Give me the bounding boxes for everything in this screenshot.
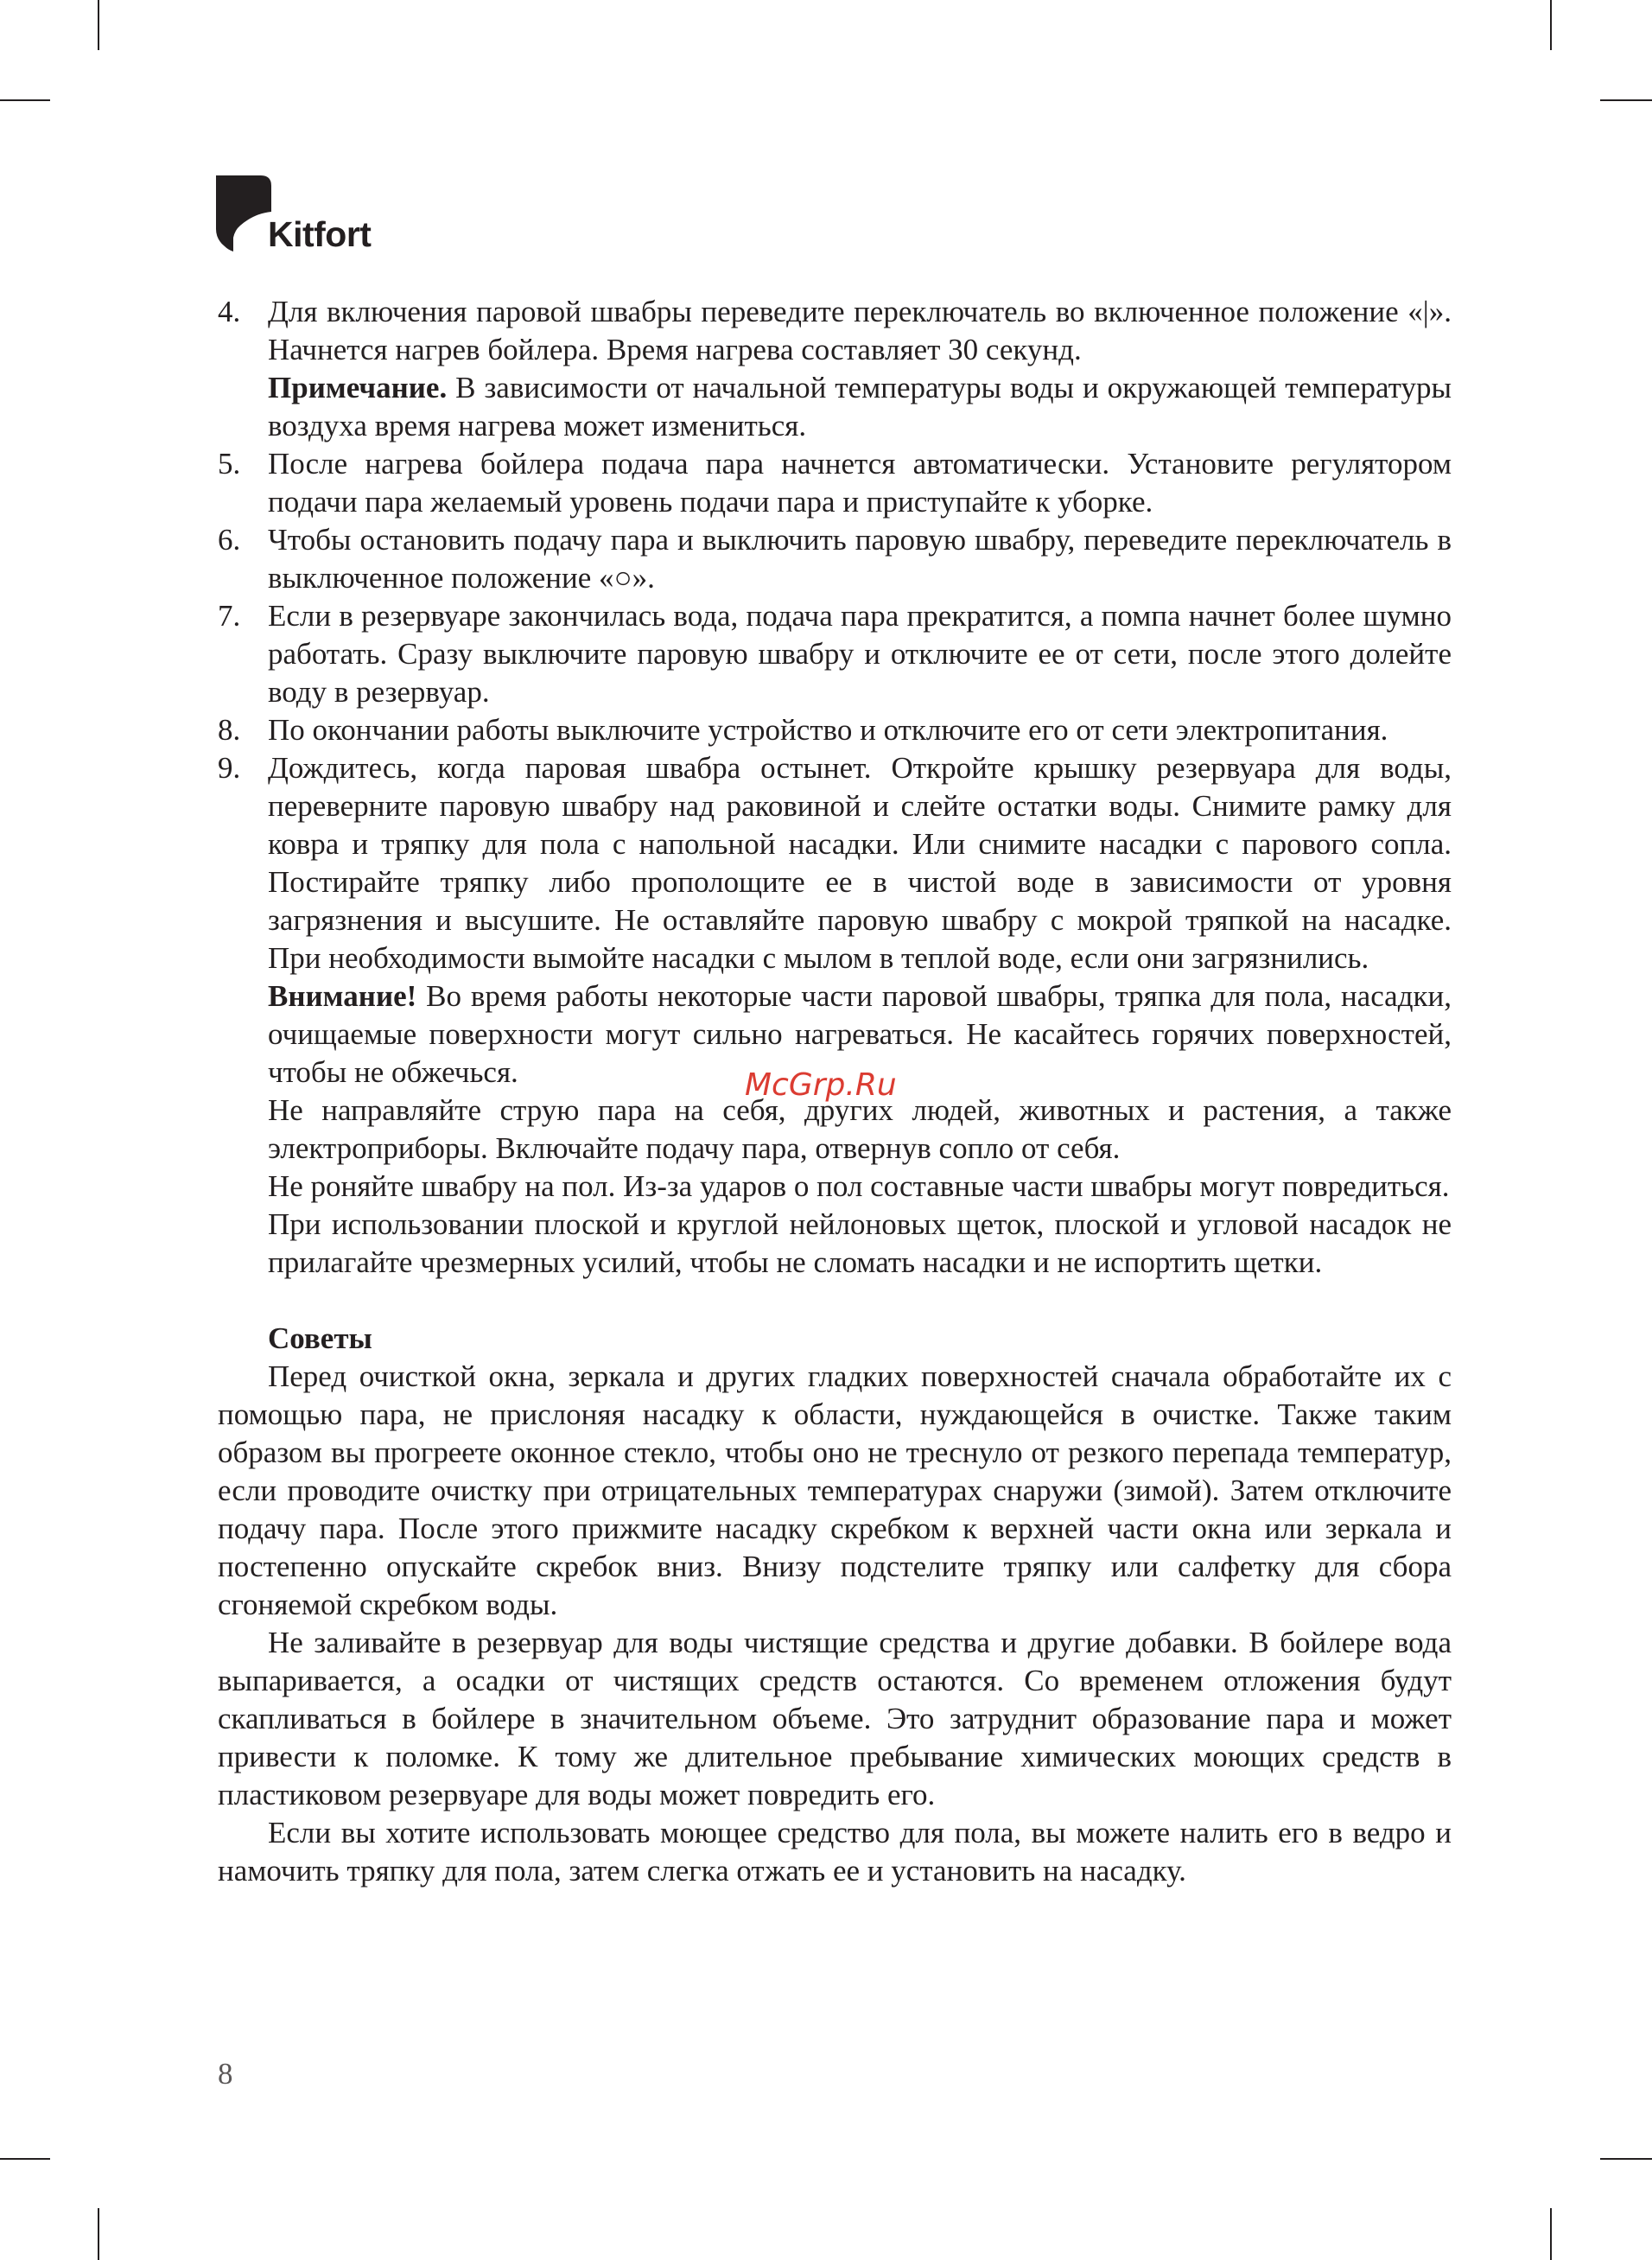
list-item [218, 597, 1452, 711]
crop-mark [1550, 0, 1552, 50]
list-item [218, 293, 1452, 445]
warning-text: Во время работы некоторые части паровой швабры, тряпка для пола, насадки, очищаемые поверхности могут сильно нагреваться. Не касайтесь горячих поверхностей, чтобы не обжечься. [268, 979, 1452, 1089]
crop-mark [98, 2208, 99, 2260]
warning-block [218, 977, 1452, 1282]
watermark: McGrp.Ru [745, 1067, 897, 1103]
warning-line: Не роняйте швабру на пол. Из-за ударов о пол составные части швабры могут повредиться. [268, 1169, 1450, 1203]
warning-label: Внимание! [268, 979, 417, 1013]
crop-mark [1600, 2158, 1652, 2160]
paragraph: Не заливайте в резервуар для воды чистящие средства и другие добавки. В бойлере вода выпаривается, а осадки от чистящих средств остаются. Со временем отложения будут скапливаться в бойлере в значительном объеме. Это затруднит образование пара и может привести к поломке. К тому же длительное пребывание химических моющих средств в пластиковом резервуаре для воды может повредить его. [218, 1626, 1452, 1811]
list-item [218, 711, 1452, 749]
list-item [218, 445, 1452, 521]
list-item-text: По окончании работы выключите устройство и отключите его от сети электропитания. [268, 713, 1388, 747]
paragraph: Перед очисткой окна, зеркала и других гладких поверхностей сначала обработайте их с помощью пара, не прислоняя насадку к области, нуждающейся в очистке. Также таким образом вы прогреете оконное стекло, чтобы оно не треснуло от резкого перепада температур, если проводите очистку при отрицательных температурах снаружи (зимой). Затем отключите подачу пара. После этого прижмите насадку скребком к верхней части окна или зеркала и постепенно опускайте скребок вниз. Внизу подстелите тряпку или салфетку для сбора сгоняемой скребком воды. [218, 1359, 1452, 1621]
crop-mark [1600, 99, 1652, 101]
warning-line: Не направляйте струю пара на себя, других людей, животных и растения, а также электроприборы. Включайте подачу пара, отвернув сопло от себя. [268, 1093, 1452, 1165]
page-number: 8 [218, 2057, 233, 2091]
crop-mark [0, 99, 50, 101]
list-item-number: 9. [218, 751, 241, 785]
list-item-text: Чтобы остановить подачу пара и выключить паровую швабру, переведите переключатель в выключенное положение «○». [268, 523, 1452, 595]
crop-mark [0, 2158, 50, 2160]
logo-text: Kitfort [268, 214, 372, 254]
list-item-text: Для включения паровой швабры переведите переключатель во включенное положение «|». Начнется нагрев бойлера. Время нагрева составляет 30 секунд. [268, 295, 1452, 366]
list-item-number: 4. [218, 295, 241, 328]
crop-mark [1550, 2208, 1552, 2260]
list-item-number: 6. [218, 523, 241, 557]
list-item [218, 749, 1452, 977]
list-item-text: После нагрева бойлера подача пара начнется автоматически. Установите регулятором подачи пара желаемый уровень подачи пара и приступайте к уборке. [268, 447, 1452, 519]
paragraph: Если вы хотите использовать моющее средство для пола, вы можете налить его в ведро и намочить тряпку для пола, затем слегка отжать ее и установить на насадку. [218, 1816, 1452, 1888]
note-text: В зависимости от начальной температуры воды и окружающей температуры воздуха время нагрева может измениться. [268, 371, 1452, 442]
list-item-number: 7. [218, 599, 241, 633]
list-item [218, 521, 1452, 597]
list-item-number: 8. [218, 713, 241, 747]
warning-line: При использовании плоской и круглой нейлоновых щеток, плоской и угловой насадок не прилагайте чрезмерных усилий, чтобы не сломать насадки и не испортить щетки. [268, 1207, 1452, 1279]
note [268, 369, 1452, 445]
kitfort-logo [216, 175, 389, 258]
kitfort-logo-icon [216, 175, 271, 258]
note-label: Примечание. [268, 371, 448, 404]
section-heading: Советы [268, 1321, 372, 1355]
list-item-text: Если в резервуаре закончилась вода, подача пара прекратится, а помпа начнет более шумно работать. Сразу выключите паровую швабру и отключите ее от сети, после этого долейте воду в резервуар. [268, 599, 1452, 709]
list-item-text: Дождитесь, когда паровая швабра остынет. Откройте крышку резервуара для воды, переверните паровую швабру над раковиной и слейте остатки воды. Снимите рамку для ковра и тряпку для пола с напольной насадки. Или снимите насадки с парового сопла. Постирайте тряпку либо прополощите ее в чистой воде в зависимости от уровня загрязнения и высушите. Не оставляйте паровую швабру с мокрой тряпкой на насадке. При необходимости вымойте насадки с мылом в теплой воде, если они загрязнились. [268, 751, 1452, 975]
crop-mark [98, 0, 99, 50]
list-item-number: 5. [218, 447, 241, 481]
